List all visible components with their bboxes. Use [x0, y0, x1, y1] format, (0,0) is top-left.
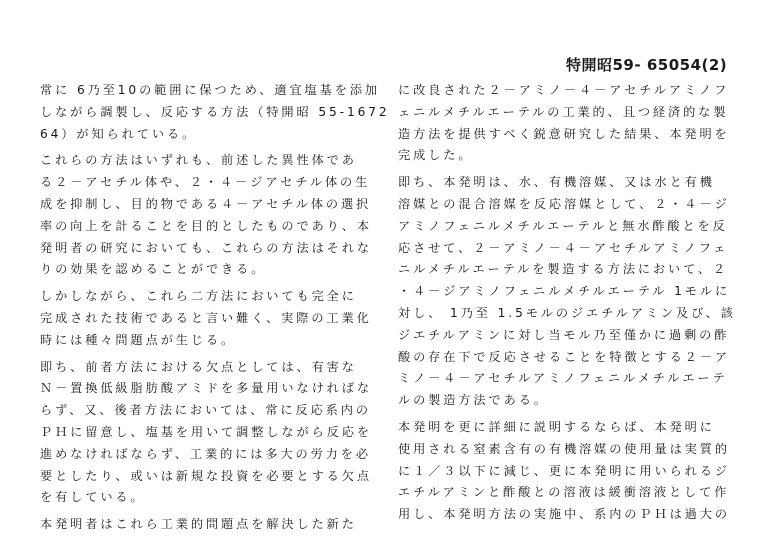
text-line: エチルアミンと酢酸との溶液は緩衝溶液として作 — [398, 485, 730, 500]
text-line: しかしながら、これら二方法においても完全に — [40, 289, 357, 304]
text-line: 溶媒との混合溶媒を反応溶媒として、２・４－ジ — [398, 196, 730, 211]
text-line: ルの製造方法である。 — [398, 393, 549, 408]
text-line: に１／３以下に減じ、更に本発明に用いられるジ — [398, 463, 730, 478]
text-line: 進めなければならず、工業的には多大の労力を必 — [40, 446, 371, 461]
text-line: 常に 6乃至10の範囲に保つため、適宜塩基を添加 — [40, 83, 380, 97]
page-number: 特開昭59- 65054(2) — [566, 56, 728, 74]
text-line: らず、又、後者方法においては、常に反応系内の — [40, 403, 371, 418]
right-text-column — [398, 80, 736, 526]
text-line: 即ち、前者方法における欠点としては、有害な — [40, 359, 357, 374]
text-line: 造方法を提供すべく鋭意研究した結果、本発明を — [398, 126, 730, 141]
text-line: ミノ－４－アセチルアミノフェニルメチルエーテ — [398, 371, 728, 386]
text-line: 用し、本発明方法の実施中、系内のＰＨは過大の — [398, 507, 730, 522]
text-line: 要としたり、或いは新規な投資を必要とする欠点 — [40, 468, 372, 483]
text-line: 酸の存在下で反応させることを特徴とする２－ア — [398, 349, 730, 364]
text-line: 完成された技術であると言い難く、実際の工業化 — [40, 310, 372, 325]
text-line: 64）が知られている。 — [40, 126, 198, 141]
text-line: を有している。 — [40, 490, 146, 505]
text-line: 時には種々問題点が生じる。 — [40, 332, 237, 347]
text-line: 本発明者はこれら工業的問題点を解決した新た — [40, 517, 357, 532]
text-line: 即ち、本発明は、水、有機溶媒、又は水と有機 — [398, 175, 715, 190]
text-line: 本発明を更に詳細に説明するならば、本発明に — [398, 419, 715, 434]
text-line: ジエチルアミンに対し当モル乃至僅かに過剰の酢 — [398, 327, 730, 342]
text-line: 発明者の研究においても、これらの方法はそれな — [40, 240, 372, 255]
text-line: 応させて、２－アミノ－４－アセチルアミノフェ — [398, 240, 729, 255]
left-text-column — [40, 80, 390, 536]
text-line: 完成した。 — [398, 148, 474, 163]
text-line: 使用される窒素含有の有機溶媒の使用量は実質的 — [398, 441, 730, 456]
text-line: 率の向上を計ることを目的としたものであり、本 — [40, 218, 372, 233]
text-line: アミノフェニルメチルエーテルと無水酢酸とを反 — [398, 218, 728, 233]
text-line: 成を抑制し、目的物である４－アセチル体の選択 — [40, 196, 372, 211]
text-line: に改良された２－アミノ－４－アセチルアミノフ — [398, 83, 730, 97]
text-line: ・４－ジアミノフェニルメチルエーテル 1モルに — [398, 284, 731, 299]
text-line: ェニルメチルエーテルの工業的、且つ経済的な製 — [398, 104, 729, 119]
text-line: る２－アセチル体や、２・４－ジアセチル体の生 — [40, 175, 371, 190]
text-line: しながら調製し、反応する方法（特開昭 55-1672 — [40, 104, 390, 119]
text-line: ニルメチルエーテルを製造する方法において、２ — [398, 262, 729, 277]
text-line: ＰＨに留意し、塩基を用いて調整しながら反応を — [40, 424, 372, 439]
text-line: 対し、 1乃至 1.5モルのジエチルアミン及び、該 — [398, 305, 736, 320]
text-line: りの効果を認めることができる。 — [40, 262, 267, 277]
text-line: Ｎ－置換低級脂肪酸アミドを多量用いなければな — [40, 381, 372, 396]
text-line: これらの方法はいずれも、前述した異性体であ — [40, 153, 357, 168]
